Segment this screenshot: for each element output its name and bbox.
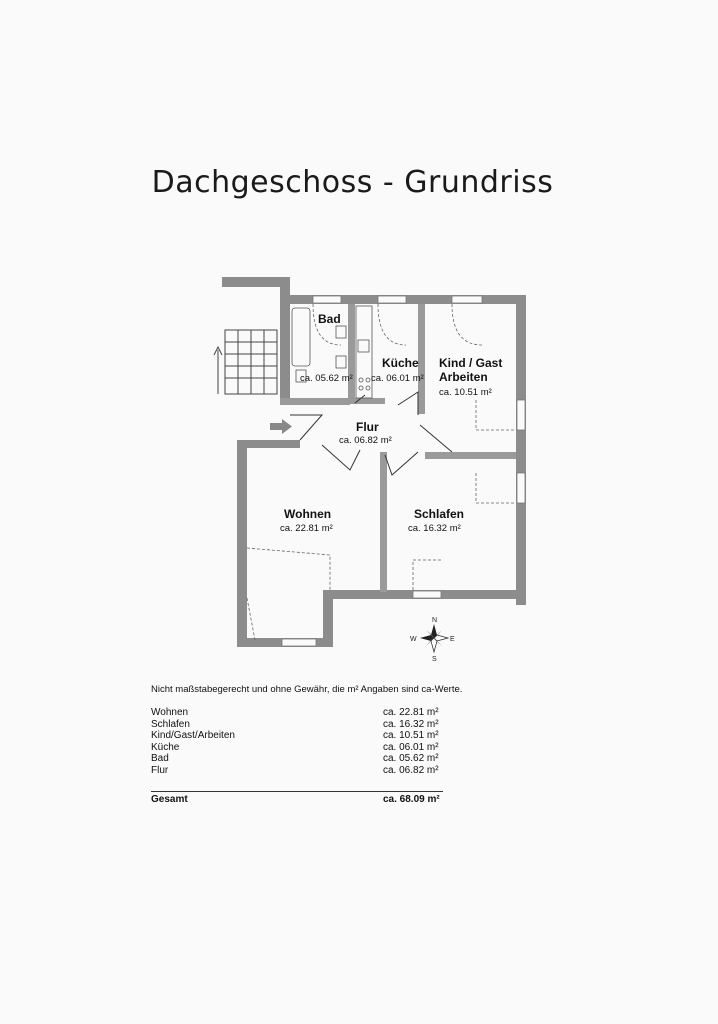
area-label: Schlafen [151, 718, 190, 730]
disclaimer-note: Nicht maßstabegerecht und ohne Gewähr, die m² Angaben sind ca-Werte. [151, 684, 463, 695]
room-name-bad: Bad [318, 312, 341, 326]
page-title: Dachgeschoss - Grundriss [151, 165, 554, 200]
total-row [151, 791, 443, 805]
area-value: ca. 05.62 m² [383, 753, 439, 764]
room-name-kind-line2: Arbeiten [439, 370, 488, 384]
compass-s: S [432, 656, 437, 663]
area-row-wohnen [151, 707, 443, 719]
area-list [151, 707, 443, 776]
area-row-kueche [151, 742, 443, 754]
area-row-schlafen [151, 719, 443, 731]
compass-w: W [410, 636, 417, 643]
room-name-schlafen: Schlafen [414, 507, 465, 521]
area-value: ca. 22.81 m² [383, 707, 439, 718]
area-label: Wohnen [151, 707, 189, 718]
area-label: Küche [151, 741, 180, 753]
area-row-bad [151, 753, 443, 765]
room-name-flur: Flur [356, 420, 379, 434]
room-area-flur: ca. 06.82 m² [339, 435, 392, 446]
room-area-bad: ca. 05.62 m² [300, 373, 353, 384]
area-value: ca. 10.51 m² [383, 730, 439, 741]
entrance-arrow [270, 419, 292, 434]
room-area-kind: ca. 10.51 m² [439, 387, 492, 398]
total-value: ca. 68.09 m² [383, 794, 440, 805]
area-label: Kind/Gast/Arbeiten [151, 730, 235, 741]
compass-rose-icon [410, 617, 455, 663]
area-value: ca. 06.82 m² [383, 764, 439, 776]
area-row-flur [151, 765, 443, 777]
staircase [214, 330, 277, 394]
compass-e: E [450, 636, 455, 643]
area-value: ca. 16.32 m² [383, 718, 439, 730]
room-name-kind-line1: Kind / Gast [439, 356, 503, 370]
area-label: Bad [151, 753, 169, 764]
room-name-kueche: Küche [382, 356, 419, 370]
room-area-schlafen: ca. 16.32 m² [408, 523, 461, 534]
total-label: Gesamt [151, 794, 188, 805]
interior-walls [280, 304, 516, 592]
exterior-wall [222, 277, 290, 287]
room-area-kueche: ca. 06.01 m² [371, 373, 424, 384]
area-row-kind [151, 730, 443, 742]
room-area-wohnen: ca. 22.81 m² [280, 523, 333, 534]
area-label: Flur [151, 764, 169, 776]
room-name-wohnen: Wohnen [284, 507, 332, 521]
compass-n: N [432, 617, 438, 624]
kitchen-counter [356, 306, 372, 398]
area-value: ca. 06.01 m² [383, 741, 439, 753]
